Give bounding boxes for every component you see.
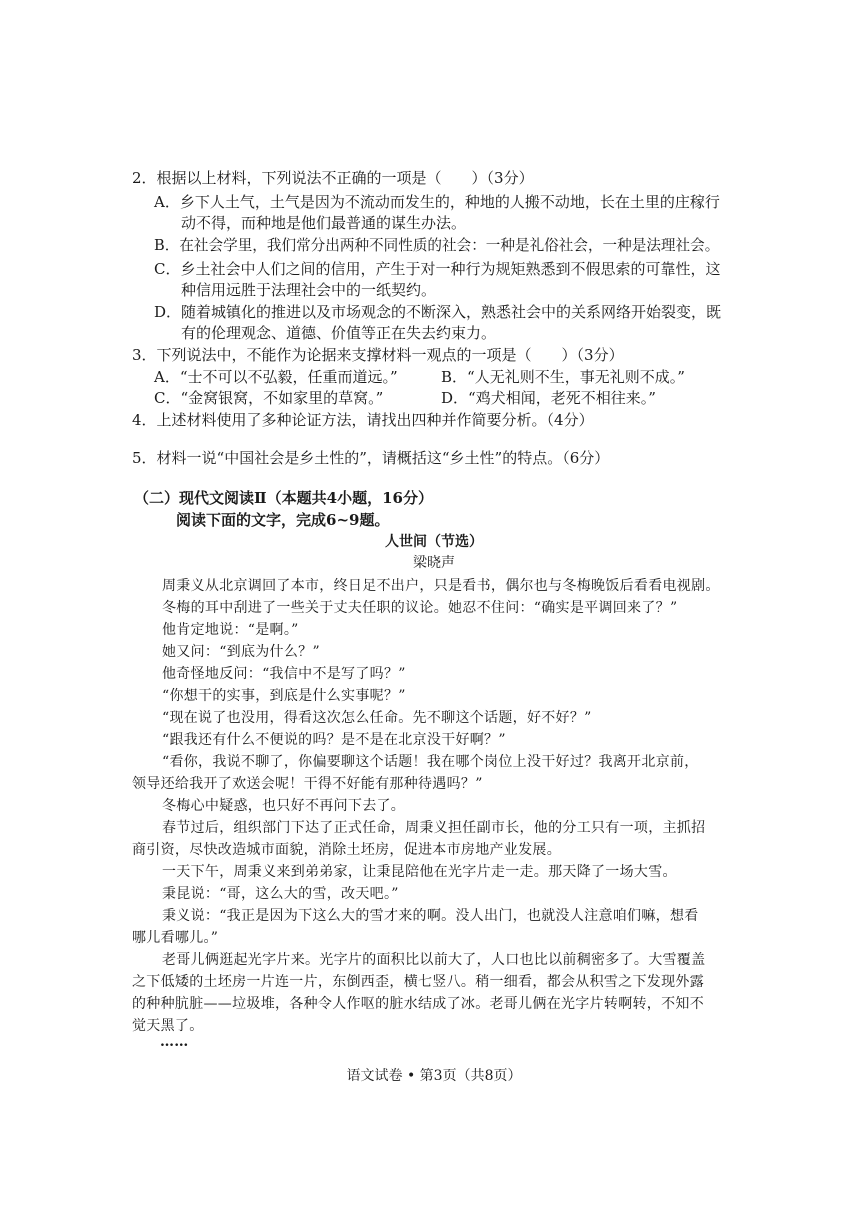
section-heading: （二）现代文阅读Ⅱ（本题共4小题，16分） bbox=[134, 489, 433, 507]
question-3-option-d: D．“鸡犬相闻，老死不相往来。” bbox=[441, 389, 656, 407]
article-paragraph-cont: 领导还给我开了欢送会呢！干得不好能有那种待遇吗？” bbox=[132, 776, 483, 792]
article-paragraph-cont: 觉天黑了。 bbox=[132, 1018, 204, 1034]
article-paragraph-cont: 哪儿看哪儿。” bbox=[132, 930, 219, 946]
article-paragraph: 秉昆说：“哥，这么大的雪，改天吧。” bbox=[162, 886, 399, 902]
article-paragraph: 他肯定地说：“是啊。” bbox=[162, 622, 299, 638]
article-paragraph: 老哥儿俩逛起光字片来。光字片的面积比以前大了，人口也比以前稠密多了。大雪覆盖 bbox=[162, 952, 706, 968]
article-paragraph: 一天下午，周秉义来到弟弟家，让秉昆陪他在光字片走一走。那天降了一场大雪。 bbox=[162, 864, 677, 880]
question-3-stem: 3．下列说法中，不能作为论据来支撑材料一观点的一项是（ ）（3分） bbox=[132, 346, 624, 364]
question-2-option-c-cont: 种信用远胜于法理社会中的一纸契约。 bbox=[181, 281, 437, 299]
article-paragraph: 春节过后，组织部门下达了正式任命，周秉义担任副市长，他的分工只有一项，主抓招 bbox=[162, 820, 706, 836]
article-paragraph: 秉义说：“我正是因为下这么大的雪才来的啊。没人出门，也就没人注意咱们嘛，想看 bbox=[162, 908, 699, 924]
question-2-option-b: B．在社会学里，我们常分出两种不同性质的社会：一种是礼俗社会，一种是法理社会。 bbox=[154, 237, 720, 254]
question-5: 5．材料一说“中国社会是乡土性的”，请概括这“乡土性”的特点。（6分） bbox=[132, 449, 610, 467]
article-paragraph: “你想干的实事，到底是什么实事呢？” bbox=[162, 688, 406, 704]
section-instruction: 阅读下面的文字，完成6~9题。 bbox=[176, 511, 390, 529]
question-3-option-a: A．“士不可以不弘毅，任重而道远。” bbox=[154, 368, 398, 386]
question-3-option-c: C．“金窝银窝，不如家里的草窝。” bbox=[154, 389, 384, 407]
article-paragraph: “跟我还有什么不便说的吗？是不是在北京没干好啊？” bbox=[162, 732, 506, 748]
article-paragraph: 他奇怪地反问：“我信中不是写了吗？” bbox=[162, 666, 406, 682]
article-paragraph-cont: 的种种肮脏——垃圾堆，各种令人作呕的脏水结成了冰。老哥儿俩在光字片转啊转，不知不 bbox=[132, 996, 704, 1012]
article-paragraph: 冬梅的耳中刮进了一些关于丈夫任职的议论。她忍不住问：“确实是平调回来了？” bbox=[162, 600, 678, 616]
question-2-option-a-cont: 动不得，而种地是他们最普通的谋生办法。 bbox=[181, 214, 467, 232]
question-2-option-d: D．随着城镇化的推进以及市场观念的不断深入，熟悉社会中的关系网络开始裂变，既 bbox=[154, 303, 722, 321]
article-paragraph: 冬梅心中疑惑，也只好不再问下去了。 bbox=[162, 798, 406, 814]
article-paragraph-cont: 之下低矮的土坯房一片连一片，东倒西歪，横七竖八。稍一细看，都会从积雪之下发现外露 bbox=[132, 974, 704, 990]
article-paragraph-cont: 商引资，尽快改造城市面貌，消除土坯房，促进本市房地产业发展。 bbox=[132, 842, 561, 858]
question-2-option-d-cont: 有的伦理观念、道德、价值等正在失去约束力。 bbox=[181, 324, 497, 342]
question-4: 4．上述材料使用了多种论证方法，请找出四种并作简要分析。（4分） bbox=[132, 411, 594, 429]
question-3-option-b: B．“人无礼则不生，事无礼则不成。” bbox=[441, 368, 685, 386]
article-title: 人世间（节选） bbox=[385, 534, 483, 550]
page-footer: 语文试卷 • 第3页（共8页） bbox=[346, 1068, 522, 1084]
article-paragraph: “现在说了也没用，得看这次怎么任命。先不聊这个话题，好不好？” bbox=[162, 710, 592, 726]
article-ellipsis: …… bbox=[160, 1034, 189, 1050]
question-2-option-c: C．乡土社会中人们之间的信用，产生于对一种行为规矩熟悉到不假思索的可靠性，这 bbox=[154, 260, 721, 278]
article-paragraph: 周秉义从北京调回了本市，终日足不出户，只是看书，偶尔也与冬梅晚饭后看看电视剧。 bbox=[162, 578, 720, 594]
question-2-stem: 2．根据以上材料，下列说法不正确的一项是（ ）（3分） bbox=[132, 169, 534, 187]
article-paragraph: “看你，我说不聊了，你偏要聊这个话题！我在哪个岗位上没干好过？我离开北京前， bbox=[162, 754, 699, 770]
article-author: 梁晓声 bbox=[413, 555, 455, 571]
article-paragraph: 她又问：“到底为什么？” bbox=[162, 644, 320, 660]
question-2-option-a: A．乡下人土气，土气是因为不流动而发生的，种地的人搬不动地，长在土里的庄稼行 bbox=[154, 193, 720, 211]
